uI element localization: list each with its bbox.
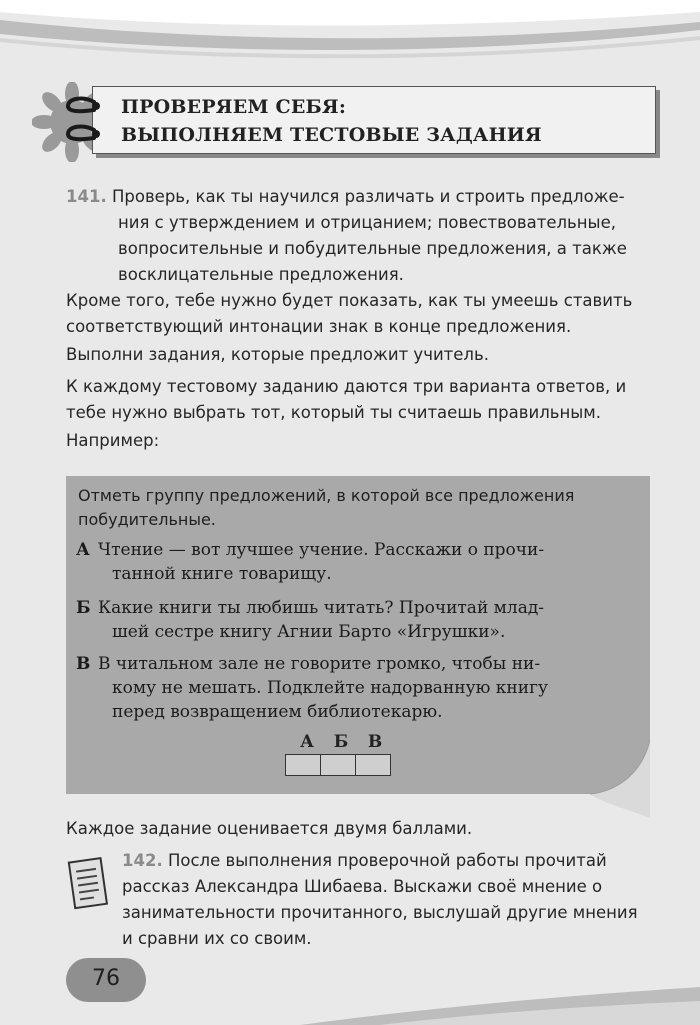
option-b-line1: Какие книги ты любишь читать? Прочитай млад- <box>98 598 545 618</box>
option-b <box>76 596 636 644</box>
option-c-line2: кому не мешать. Подклейте надорванную книгу <box>112 678 549 698</box>
paragraph-score: Каждое задание оценивается двумя баллами. <box>66 819 473 838</box>
option-a <box>76 538 636 586</box>
section-title <box>121 93 542 149</box>
option-a-line2: танной книге товарищу. <box>112 564 332 584</box>
page-number: 76 <box>92 966 120 991</box>
answer-letter-a: А <box>300 732 314 752</box>
task-142 <box>122 848 652 952</box>
task-142-text: После выполнения проверочной работы прочитай рассказ Александра Шибаева. Выскажи своё мнение о занимательности прочитанного, выслушай другие мнения и сравни их со своим. <box>122 851 638 948</box>
paragraph-each: К каждому тестовому заданию даются три варианта ответов, и тебе нужно выбрать тот, который ты считаешь правильным. <box>66 377 627 422</box>
option-c <box>76 652 636 724</box>
option-c-line3: перед возвращением библиотекарю. <box>112 702 443 722</box>
example-box <box>66 476 650 794</box>
answer-letter-b: Б <box>333 732 349 752</box>
paragraph-do: Выполни задания, которые предложит учитель. <box>66 345 489 364</box>
option-c-letter: В <box>76 654 91 674</box>
task-141-line1: Проверь, как ты научился различать и строить предложе- <box>111 187 625 206</box>
top-decorative-swoosh <box>0 0 700 70</box>
paperclip-icon <box>54 88 104 152</box>
notepad-icon <box>66 856 112 912</box>
option-c-line1: В читальном зале не говорите громко, чтобы ни- <box>98 654 541 674</box>
answer-letter-c: В <box>367 732 383 752</box>
answer-cell-a[interactable] <box>285 754 321 776</box>
task-141-line2: ния с утверждением и отрицанием; повествовательные, <box>118 213 616 232</box>
task-141-line4: восклицательные предложения. <box>118 265 404 284</box>
option-a-line1: Чтение — вот лучшее учение. Расскажи о прочи- <box>98 540 545 560</box>
task-142-number: 142. <box>122 851 163 870</box>
answer-grid-letters <box>290 732 392 752</box>
task-141 <box>66 184 656 288</box>
answer-cell-b[interactable] <box>320 754 356 776</box>
option-a-letter: А <box>76 540 90 560</box>
page-curl-decoration <box>590 740 650 818</box>
answer-cell-c[interactable] <box>355 754 391 776</box>
answer-grid <box>286 754 391 776</box>
option-b-letter: Б <box>76 598 91 618</box>
section-title-line1: ПРОВЕРЯЕМ СЕБЯ: <box>121 96 347 118</box>
task-141-number: 141. <box>66 187 107 206</box>
bottom-decorative-swoosh <box>0 965 700 1025</box>
paragraph-more: Кроме того, тебе нужно будет показать, как ты умеешь ставить соответствующий интонации знак в конце предложения. <box>66 291 633 336</box>
paragraph-example: Например: <box>66 431 160 450</box>
example-lead: Отметь группу предложений, в которой все предложения побудительные. <box>78 486 575 529</box>
section-header <box>92 86 656 154</box>
option-b-line2: шей сестре книгу Агнии Барто «Игрушки». <box>112 622 506 642</box>
section-title-line2: ВЫПОЛНЯЕМ ТЕСТОВЫЕ ЗАДАНИЯ <box>121 124 542 146</box>
task-141-line3: вопросительные и побудительные предложения, а также <box>118 239 627 258</box>
